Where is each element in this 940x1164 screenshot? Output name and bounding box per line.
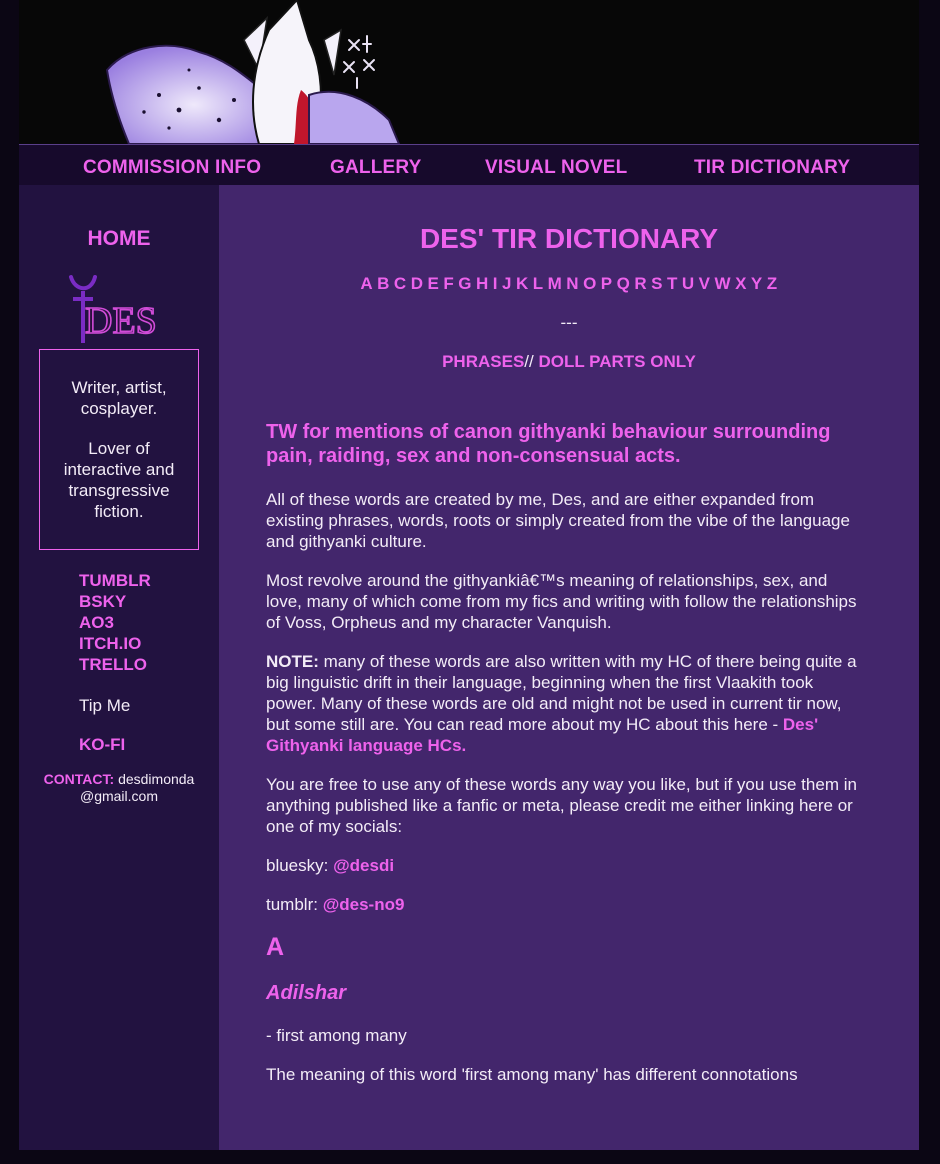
usage-paragraph: You are free to use any of these words any way you like, but if you use them in anything published like a fanfic or meta, please credit me either linking here or one of my socials: xyxy=(266,775,857,836)
tumblr-handle-link[interactable]: @des-no9 xyxy=(322,895,405,914)
tumblr-line xyxy=(266,894,861,915)
des-logo-icon xyxy=(67,269,171,349)
alphabet-link-t[interactable]: T xyxy=(667,274,678,293)
social-link-bsky[interactable]: BSKY xyxy=(79,592,127,611)
alphabet-link-y[interactable]: Y xyxy=(750,274,763,293)
sidebar xyxy=(19,185,219,1150)
tumblr-label: tumblr: xyxy=(266,895,323,914)
entry-word: Adilshar xyxy=(266,982,347,1004)
alphabet-link-x[interactable]: X xyxy=(735,274,747,293)
alphabet-link-g[interactable]: G xyxy=(458,274,472,293)
bio-line-1: Writer, artist, cosplayer. xyxy=(71,378,167,418)
alphabet-link-p[interactable]: P xyxy=(600,274,613,293)
phrases-links xyxy=(219,352,919,372)
intro-paragraph-1: All of these words are created by me, Des, and are either expanded from existing phrases, words, roots or simply created from the vibe of the language and githyanki culture. xyxy=(266,490,850,551)
main-content xyxy=(219,185,919,1150)
alphabet-index xyxy=(219,274,919,294)
separator: --- xyxy=(560,313,578,332)
nav-gallery[interactable]: GALLERY xyxy=(330,157,422,178)
phrases-separator: // xyxy=(524,352,534,371)
des-logo xyxy=(67,269,171,349)
note-text: many of these words are also written with my HC of there being quite a big linguistic drift in their language, beginning when the first Vlaakith took power. Many of these words are old and might not be used in current tir now, but some still are. You can read more about my HC about this here - xyxy=(266,652,857,734)
alphabet-link-h[interactable]: H xyxy=(475,274,489,293)
intro-paragraph-2: Most revolve around the githyankiâ€™s meaning of relationships, sex, and love, many of which come from my fics and writing with follow the relationships of Voss, Orpheus and my character Vanquish. xyxy=(266,571,857,632)
social-link-itchio[interactable]: ITCH.IO xyxy=(79,634,142,653)
nav-commission-info[interactable]: COMMISSION INFO xyxy=(83,157,262,178)
alphabet-link-r[interactable]: R xyxy=(634,274,648,293)
social-link-ao3[interactable]: AO3 xyxy=(79,613,114,632)
entry-definition: - first among many xyxy=(266,1026,407,1045)
sidebar-home-link[interactable]: HOME xyxy=(87,227,151,250)
trigger-warning: TW for mentions of canon githyanki behaviour surrounding pain, raiding, sex and non-consensual acts. xyxy=(266,421,831,467)
alphabet-link-j[interactable]: J xyxy=(501,274,512,293)
contact-email-part1[interactable]: desdimonda xyxy=(118,771,195,787)
nav-tir-dictionary[interactable]: TIR DICTIONARY xyxy=(694,157,851,178)
doll-parts-link[interactable]: DOLL PARTS ONLY xyxy=(538,352,696,371)
alphabet-link-d[interactable]: D xyxy=(410,274,424,293)
contact-info xyxy=(19,771,219,805)
alphabet-link-b[interactable]: B xyxy=(377,274,390,293)
alphabet-link-f[interactable]: F xyxy=(443,274,455,293)
top-nav xyxy=(19,145,919,185)
social-link-tumblr[interactable]: TUMBLR xyxy=(79,571,151,590)
alphabet-link-i[interactable]: I xyxy=(492,274,498,293)
alphabet-link-k[interactable]: K xyxy=(515,274,529,293)
svg-text:DES: DES xyxy=(85,300,157,342)
page-frame xyxy=(19,0,919,1150)
alphabet-link-u[interactable]: U xyxy=(681,274,695,293)
bluesky-label: bluesky: xyxy=(266,856,334,875)
note-paragraph xyxy=(266,651,861,756)
bio-line-2: Lover of interactive and transgressive fiction. xyxy=(63,439,175,521)
contact-email-part2[interactable]: @gmail.com xyxy=(79,788,158,804)
alphabet-link-a[interactable]: A xyxy=(360,274,374,293)
nav-visual-novel[interactable]: VISUAL NOVEL xyxy=(485,157,628,178)
social-link-trello[interactable]: TRELLO xyxy=(79,655,147,674)
alphabet-link-n[interactable]: N xyxy=(566,274,580,293)
contact-label: CONTACT: xyxy=(43,771,115,787)
language-hc-link[interactable]: Des' Githyanki language HCs. xyxy=(266,715,819,755)
alphabet-link-o[interactable]: O xyxy=(583,274,597,293)
phrases-link[interactable]: PHRASES xyxy=(442,352,525,371)
alphabet-link-z[interactable]: Z xyxy=(766,274,778,293)
bluesky-line xyxy=(266,855,861,876)
dictionary-body xyxy=(266,420,861,1103)
alphabet-link-c[interactable]: C xyxy=(393,274,407,293)
header-banner xyxy=(19,0,919,145)
page-title: DES' TIR DICTIONARY xyxy=(419,223,719,254)
kofi-link[interactable]: KO-FI xyxy=(79,735,126,754)
alphabet-link-q[interactable]: Q xyxy=(616,274,631,293)
bio-box xyxy=(39,349,199,550)
tip-me-label: Tip Me xyxy=(79,696,131,715)
alphabet-link-v[interactable]: V xyxy=(698,274,711,293)
note-label: NOTE: xyxy=(266,652,319,671)
bluesky-handle-link[interactable]: @desdi xyxy=(333,856,395,875)
banner-artwork xyxy=(19,0,919,144)
alphabet-link-e[interactable]: E xyxy=(427,274,440,293)
alphabet-link-s[interactable]: S xyxy=(651,274,663,293)
section-letter-heading: A xyxy=(266,933,285,961)
alphabet-link-l[interactable]: L xyxy=(532,274,544,293)
alphabet-link-m[interactable]: M xyxy=(547,274,563,293)
alphabet-link-w[interactable]: W xyxy=(714,274,732,293)
entry-text: The meaning of this word 'first among many' has different connotations xyxy=(266,1065,798,1084)
